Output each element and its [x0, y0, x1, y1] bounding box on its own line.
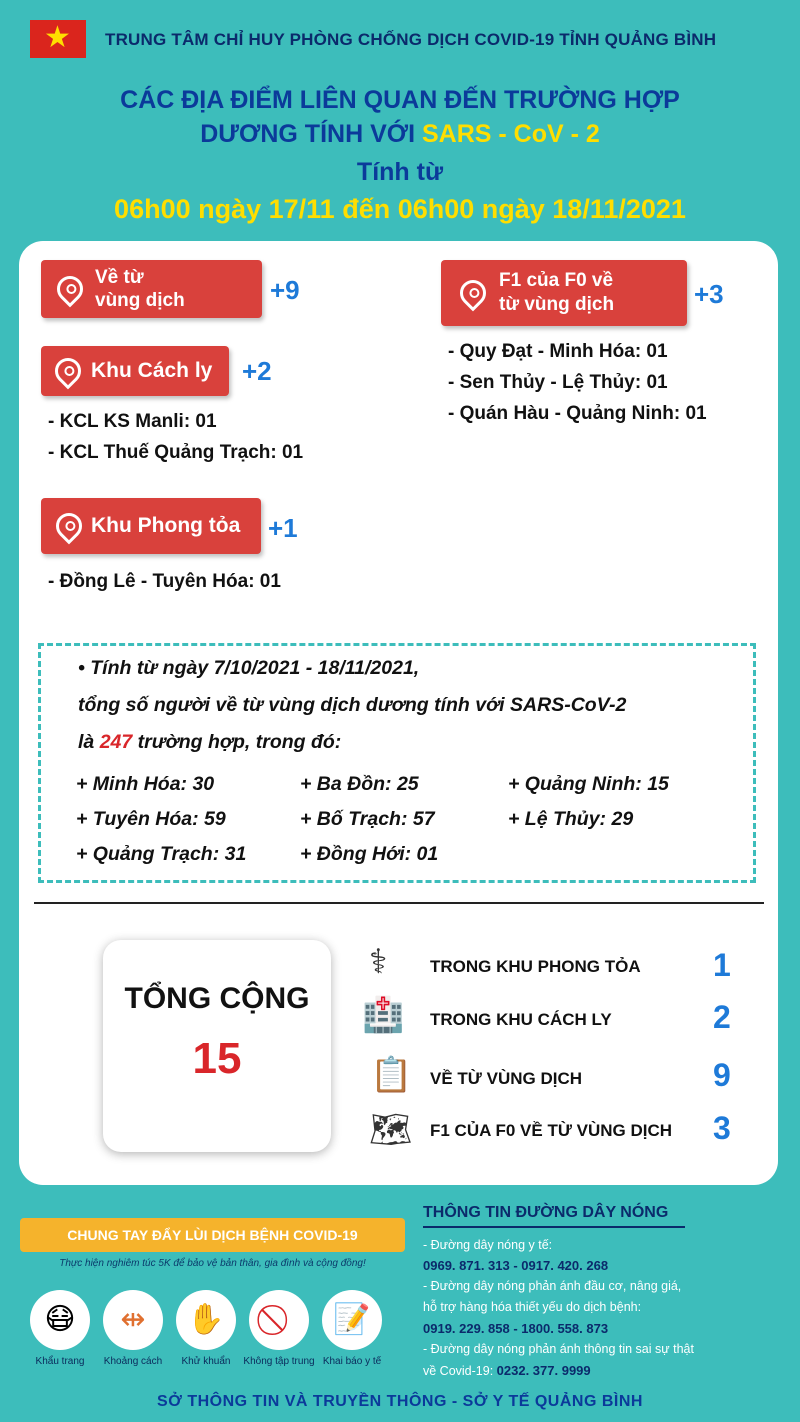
count-khu-phong-toa: +1 [268, 513, 298, 543]
hospital-building-icon: 🏥 [362, 995, 405, 1035]
hospital-pin-icon: ⚕ [369, 942, 388, 982]
total-label: TỔNG CỘNG [124, 982, 310, 1015]
campaign-label: Không tập trung [243, 1356, 315, 1367]
title-line-3: Tính từ [356, 158, 444, 186]
list-item: - KCL KS Manli: 01 [48, 411, 217, 432]
campaign-label: Khẩu trang [35, 1356, 85, 1367]
cumulative-line-1: • Tính từ ngày 7/10/2021 - 18/11/2021, [78, 657, 420, 679]
hotline-text: về Covid-19: 0232. 377. 9999 [423, 1363, 591, 1378]
district-item: + Bố Trạch: 57 [300, 808, 435, 830]
list-item: - Đồng Lê - Tuyên Hóa: 01 [48, 571, 281, 592]
title-line-1: CÁC ĐỊA ĐIỂM LIÊN QUAN ĐẾN TRƯỜNG HỢP [120, 86, 680, 114]
list-item: - Quán Hàu - Quảng Ninh: 01 [448, 403, 707, 424]
tag-label: vùng dịch [95, 290, 185, 311]
hotline-underline [423, 1226, 685, 1228]
summary-value: 2 [713, 999, 731, 1035]
location-pin-icon [455, 275, 492, 312]
tag-ve-tu-vung-dich [41, 260, 262, 318]
tag-label: từ vùng dịch [499, 294, 615, 315]
hotline-text: hỗ trợ hàng hóa thiết yếu do dịch bệnh: [423, 1300, 642, 1314]
total-box [103, 940, 331, 1152]
location-pin-icon [50, 353, 87, 390]
district-item: + Quảng Trạch: 31 [76, 843, 247, 865]
list-item: - Sen Thủy - Lệ Thủy: 01 [448, 372, 668, 393]
map-pin-icon: 🗺 [369, 1110, 413, 1150]
count-khu-cach-ly: +2 [242, 356, 272, 386]
hotline-title: THÔNG TIN ĐƯỜNG DÂY NÓNG [423, 1204, 669, 1221]
tag-khu-cach-ly [41, 346, 229, 396]
phong-toa-list [48, 566, 281, 597]
hotline-number: 0969. 871. 313 - 0917. 420. 268 [423, 1258, 609, 1273]
tag-khu-phong-toa [41, 498, 261, 554]
vietnam-flag-icon: ★ [30, 20, 86, 58]
district-item: + Tuyên Hóa: 59 [76, 808, 226, 830]
total-value: 15 [192, 1034, 242, 1083]
distance-icon: ⇹ [103, 1290, 163, 1350]
list-item: - Quy Đạt - Minh Hóa: 01 [448, 341, 668, 362]
cumulative-line-2: tổng số người về từ vùng dịch dương tính với SARS-CoV-2 [78, 694, 627, 716]
summary-label: VỀ TỪ VÙNG DỊCH [430, 1069, 583, 1088]
summary-value: 9 [713, 1057, 731, 1093]
campaign-subtitle: Thực hiện nghiêm túc 5K để bảo vệ bản thân, gia đình và cộng đồng! [59, 1258, 366, 1269]
tag-label: Về từ [95, 267, 144, 288]
district-item: + Quảng Ninh: 15 [508, 773, 669, 795]
campaign-label: Khử khuẩn [181, 1356, 231, 1367]
list-item: - KCL Thuế Quảng Trạch: 01 [48, 442, 304, 463]
summary-value: 3 [713, 1110, 731, 1146]
hotline-text: - Đường dây nóng y tế: [423, 1238, 553, 1252]
title-line-2: DƯƠNG TÍNH VỚI SARS - CoV - 2 [200, 120, 600, 148]
location-pin-icon [51, 508, 88, 545]
district-item: + Lệ Thủy: 29 [508, 808, 634, 830]
summary-label: TRONG KHU CÁCH LY [430, 1010, 612, 1029]
divider [34, 902, 764, 904]
hotline-number: 0919. 229. 858 - 1800. 558. 873 [423, 1321, 609, 1336]
clipboard-health-icon: 📋 [370, 1055, 413, 1095]
hotline-text: - Đường dây nóng phản ánh đầu cơ, nâng giá, [423, 1279, 682, 1293]
count-ve-tu-vung-dich: +9 [270, 275, 300, 305]
summary-label: F1 CỦA F0 VỀ TỪ VÙNG DỊCH [430, 1121, 673, 1140]
mask-icon: 😷 [30, 1290, 90, 1350]
campaign-label: Khai báo y tế [322, 1356, 382, 1367]
date-range: 06h00 ngày 17/11 đến 06h00 ngày 18/11/2021 [114, 194, 686, 224]
sanitize-hands-icon: ✋ [176, 1290, 236, 1350]
count-f1-cua-f0: +3 [694, 279, 724, 309]
cach-ly-list [48, 406, 303, 468]
hotline-text: - Đường dây nóng phản ánh thông tin sai sự thật [423, 1342, 694, 1356]
district-item: + Đồng Hới: 01 [300, 843, 439, 865]
cumulative-total: 247 [99, 731, 133, 753]
district-item: + Minh Hóa: 30 [76, 773, 215, 795]
no-gathering-icon [249, 1290, 309, 1350]
f1-list [448, 336, 707, 429]
district-item: + Ba Đồn: 25 [300, 773, 419, 795]
footer: SỞ THÔNG TIN VÀ TRUYỀN THÔNG - SỞ Y TẾ QUẢNG BÌNH [157, 1393, 643, 1410]
cumulative-line-3: là 247 trường hợp, trong đó: [78, 731, 342, 753]
title-virus-name: SARS - CoV - 2 [421, 120, 600, 148]
campaign-banner: CHUNG TAY ĐẨY LÙI DỊCH BỆNH COVID-19 [20, 1218, 405, 1252]
tag-f1-cua-f0 [441, 260, 687, 326]
tag-label: Khu Phong tỏa [91, 514, 241, 537]
tag-label: Khu Cách ly [91, 359, 213, 382]
summary-label: TRONG KHU PHONG TỎA [430, 957, 641, 976]
location-pin-icon [52, 271, 89, 308]
hotline-number: 0232. 377. 9999 [496, 1363, 591, 1378]
tag-label: F1 của F0 về [499, 270, 614, 291]
organization-name: TRUNG TÂM CHỈ HUY PHÒNG CHỐNG DỊCH COVID-19 TỈNH QUẢNG BÌNH [105, 30, 717, 49]
campaign-label: Khoảng cách [103, 1356, 163, 1367]
health-declaration-icon: 📝 [322, 1290, 382, 1350]
summary-value: 1 [713, 947, 731, 983]
